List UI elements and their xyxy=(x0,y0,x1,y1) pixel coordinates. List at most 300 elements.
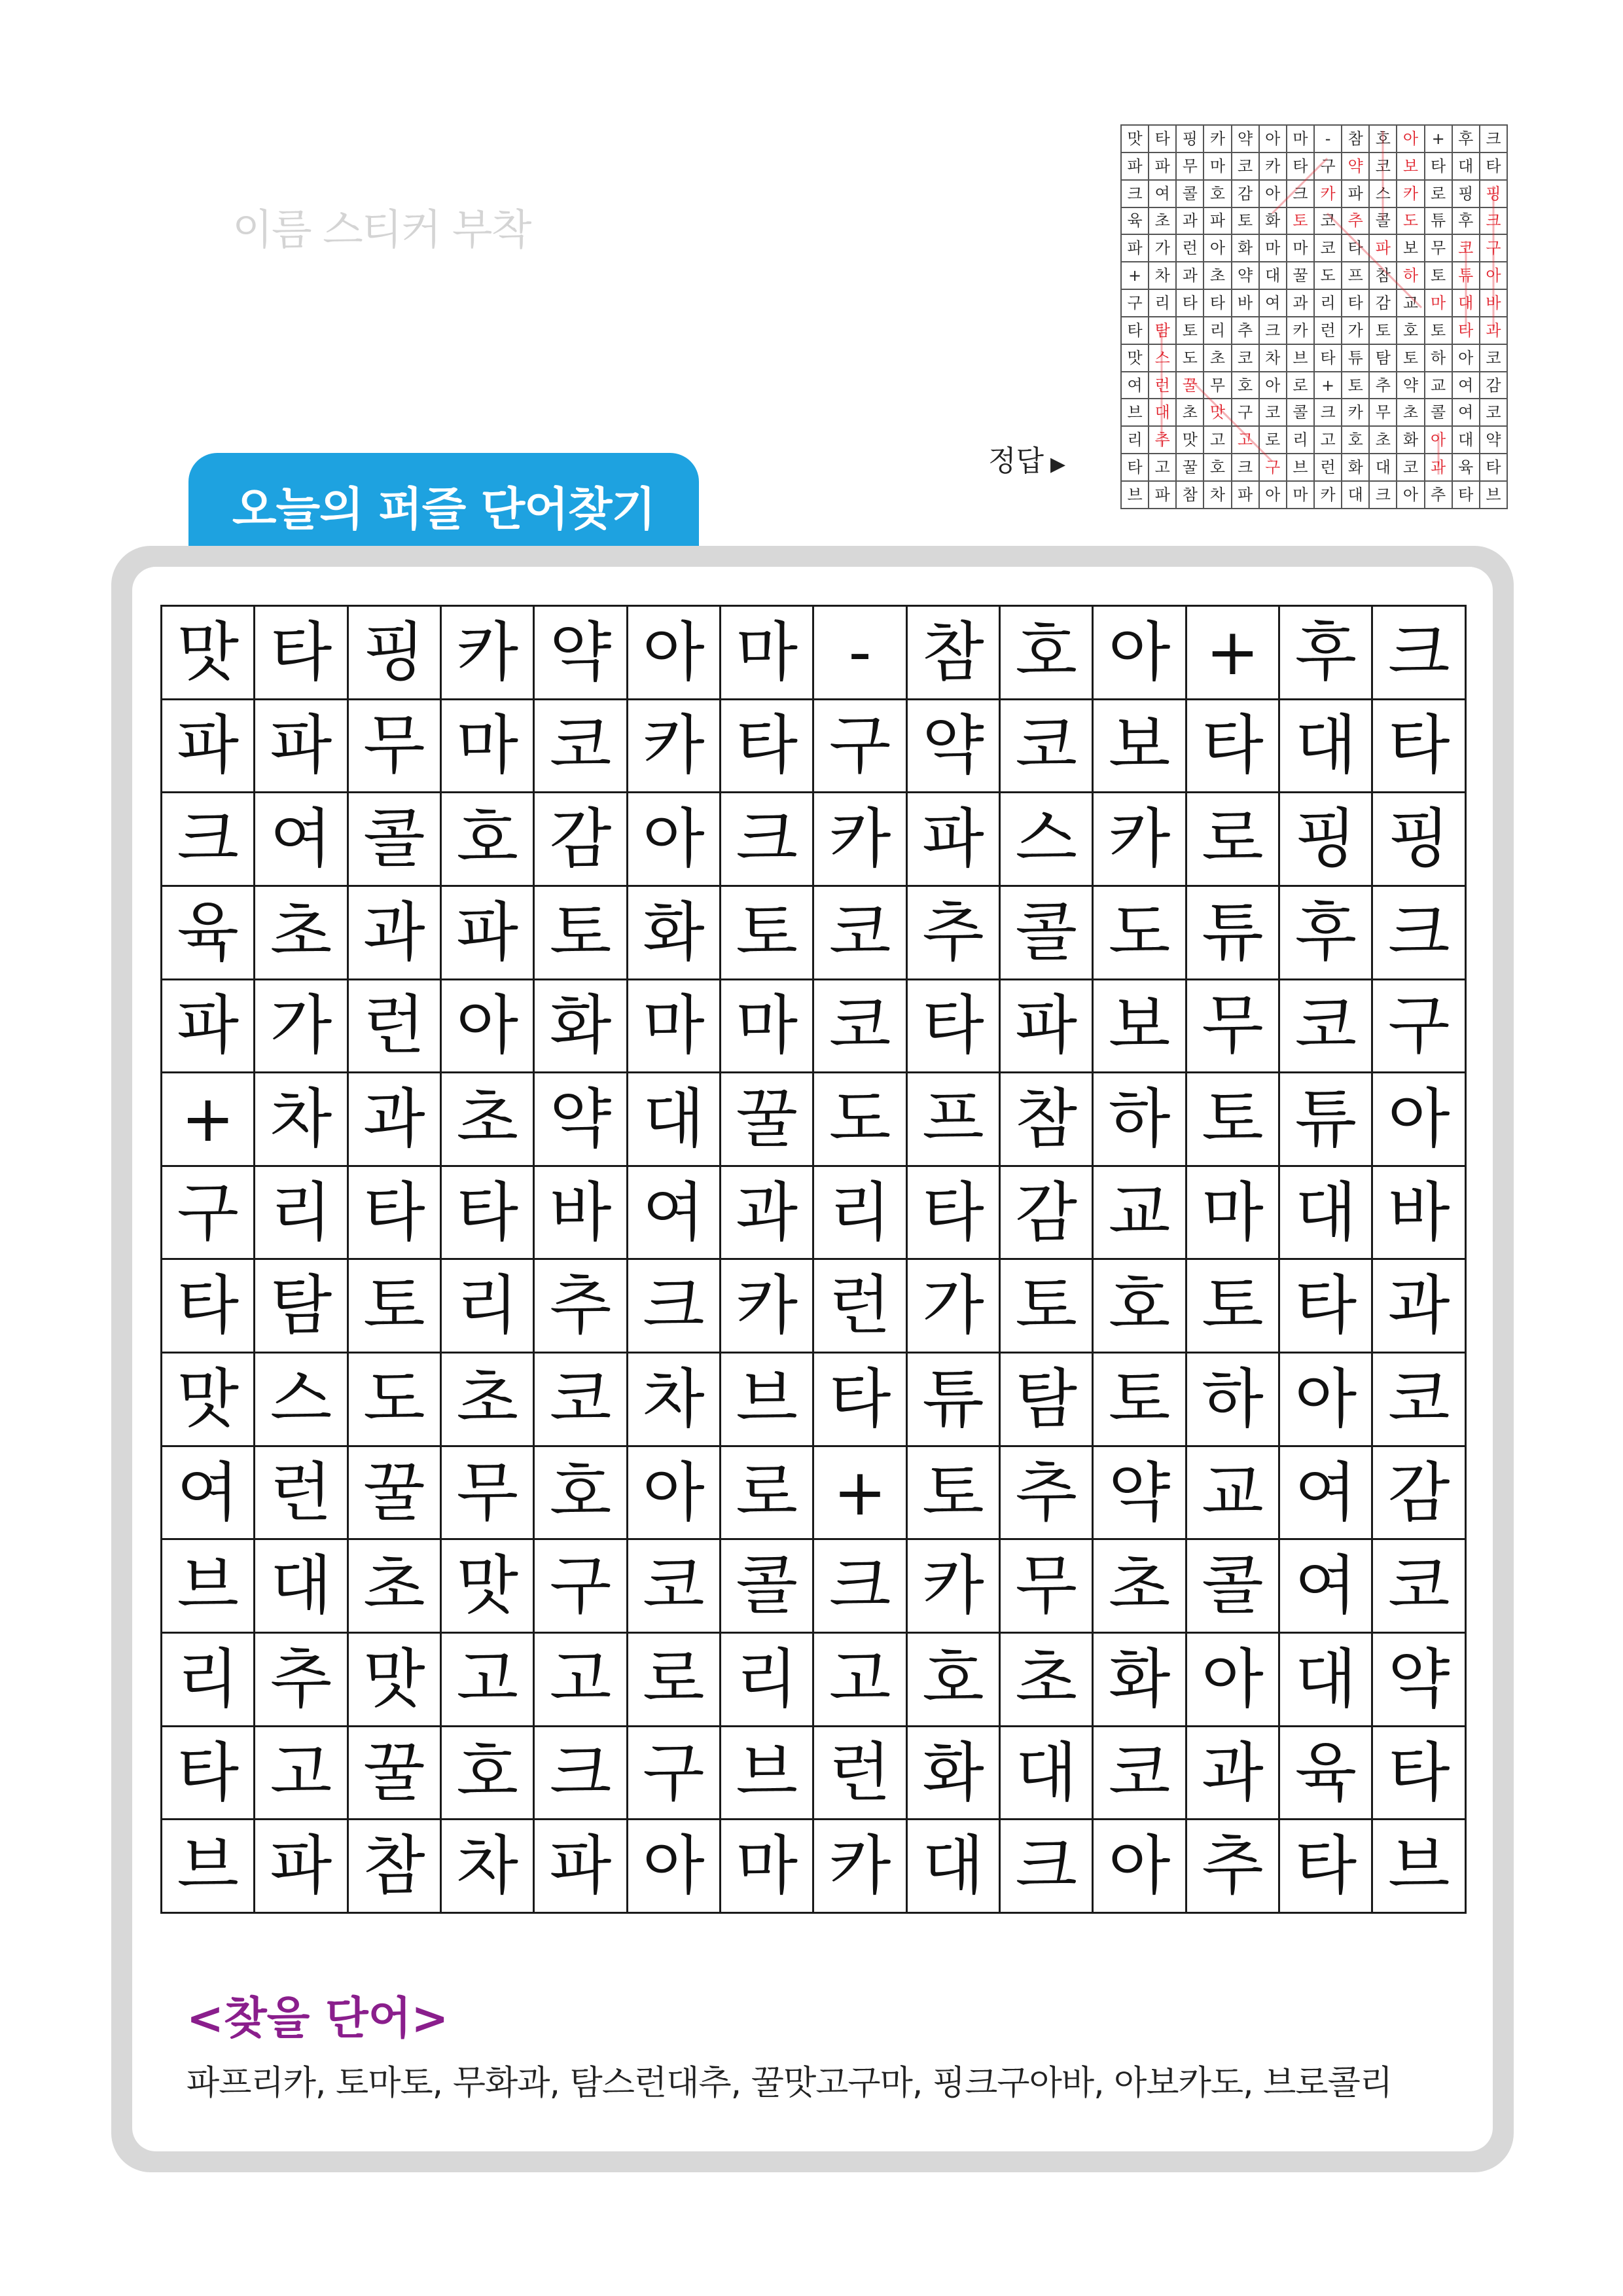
answer-grid-cell: 파 xyxy=(1232,481,1259,509)
answer-grid-cell: 크 xyxy=(1480,125,1507,152)
answer-grid-cell: 고 xyxy=(1232,426,1259,454)
grid-cell: 초 xyxy=(441,1353,534,1446)
answer-grid-cell: 탐 xyxy=(1149,317,1176,344)
answer-grid-cell: 탐 xyxy=(1369,344,1397,372)
answer-grid-cell: 여 xyxy=(1259,289,1287,317)
grid-cell: + xyxy=(162,1073,255,1166)
grid-cell: 코 xyxy=(1093,1726,1186,1820)
grid-cell: 과 xyxy=(348,886,440,979)
answer-grid-cell: 코 xyxy=(1452,234,1480,262)
answer-grid-cell: 런 xyxy=(1149,372,1176,399)
grid-cell: 브 xyxy=(162,1539,255,1633)
answer-grid-cell: 파 xyxy=(1342,180,1369,207)
answer-grid-cell: 크 xyxy=(1232,454,1259,481)
grid-cell: 마 xyxy=(721,606,813,700)
grid-cell: 크 xyxy=(1000,1820,1093,1913)
answer-grid-cell: 아 xyxy=(1397,125,1424,152)
grid-cell: 약 xyxy=(534,606,627,700)
answer-grid-cell: 토 xyxy=(1425,262,1452,289)
grid-cell: 도 xyxy=(348,1353,440,1446)
answer-grid-cell: 바 xyxy=(1232,289,1259,317)
answer-grid-cell: 콜 xyxy=(1176,180,1204,207)
answer-grid-cell: 튜 xyxy=(1452,262,1480,289)
grid-cell: 도 xyxy=(813,1073,906,1166)
grid-cell: 타 xyxy=(348,1166,440,1259)
grid-cell: 핑 xyxy=(1279,793,1372,886)
grid-row xyxy=(162,1446,1466,1539)
grid-cell: 로 xyxy=(1186,793,1279,886)
grid-cell: 코 xyxy=(1372,1353,1466,1446)
grid-cell: 가 xyxy=(906,1259,999,1353)
grid-cell: 화 xyxy=(627,886,720,979)
answer-grid-cell: 호 xyxy=(1204,180,1231,207)
answer-grid-cell: 아 xyxy=(1259,180,1287,207)
grid-cell: 가 xyxy=(255,979,348,1073)
answer-grid-cell: 후 xyxy=(1452,207,1480,235)
grid-cell: 후 xyxy=(1279,886,1372,979)
answer-grid-cell: 타 xyxy=(1149,125,1176,152)
grid-cell: 대 xyxy=(1279,1633,1372,1727)
answer-grid-cell: 아 xyxy=(1259,372,1287,399)
answer-grid-cell: 호 xyxy=(1369,125,1397,152)
answer-grid-cell: 타 xyxy=(1121,317,1149,344)
answer-grid-cell: 육 xyxy=(1452,454,1480,481)
grid-cell: 감 xyxy=(1372,1446,1466,1539)
answer-grid-cell: 차 xyxy=(1149,262,1176,289)
answer-grid-row xyxy=(1121,454,1507,481)
grid-cell: 콜 xyxy=(721,1539,813,1633)
answer-grid-cell: 차 xyxy=(1259,344,1287,372)
grid-cell: 화 xyxy=(534,979,627,1073)
grid-cell: 런 xyxy=(348,979,440,1073)
answer-grid-row xyxy=(1121,180,1507,207)
grid-row xyxy=(162,699,1466,793)
grid-cell: 타 xyxy=(162,1259,255,1353)
grid-cell: 타 xyxy=(1372,699,1466,793)
grid-cell: 카 xyxy=(721,1259,813,1353)
grid-cell: 크 xyxy=(721,793,813,886)
grid-cell: 과 xyxy=(721,1166,813,1259)
answer-grid-cell: 크 xyxy=(1480,207,1507,235)
grid-cell: 보 xyxy=(1093,699,1186,793)
grid-cell: 아 xyxy=(627,1446,720,1539)
answer-grid-cell: 타 xyxy=(1287,152,1314,180)
answer-grid-cell: 런 xyxy=(1314,317,1342,344)
grid-cell: 토 xyxy=(348,1259,440,1353)
answer-grid-cell: 약 xyxy=(1232,125,1259,152)
answer-grid-cell: 타 xyxy=(1121,454,1149,481)
answer-grid-cell: 감 xyxy=(1369,289,1397,317)
grid-cell: 후 xyxy=(1279,606,1372,700)
answer-grid-cell: 호 xyxy=(1232,372,1259,399)
grid-cell: 구 xyxy=(1372,979,1466,1073)
answer-grid-cell: 타 xyxy=(1425,152,1452,180)
grid-cell: 타 xyxy=(813,1353,906,1446)
grid-cell: 추 xyxy=(534,1259,627,1353)
answer-grid-cell: 아 xyxy=(1259,125,1287,152)
word-search-grid xyxy=(160,605,1467,1914)
answer-grid-cell: 토 xyxy=(1425,317,1452,344)
answer-grid-cell: 구 xyxy=(1480,234,1507,262)
answer-grid-cell: 카 xyxy=(1259,152,1287,180)
grid-cell: 카 xyxy=(813,793,906,886)
grid-cell: 대 xyxy=(906,1820,999,1913)
answer-grid-cell: 아 xyxy=(1259,481,1287,509)
answer-grid-cell: 크 xyxy=(1121,180,1149,207)
grid-cell: 파 xyxy=(162,979,255,1073)
grid-cell: 콜 xyxy=(1186,1539,1279,1633)
answer-grid-row xyxy=(1121,152,1507,180)
grid-cell: 과 xyxy=(348,1073,440,1166)
answer-grid-cell: 대 xyxy=(1259,262,1287,289)
grid-cell: + xyxy=(1186,606,1279,700)
answer-grid-cell: 맛 xyxy=(1121,125,1149,152)
grid-cell: 스 xyxy=(1000,793,1093,886)
grid-cell: 추 xyxy=(255,1633,348,1727)
grid-row xyxy=(162,1633,1466,1727)
grid-cell: 맛 xyxy=(441,1539,534,1633)
grid-cell: 리 xyxy=(441,1259,534,1353)
puzzle-title: 오늘의 퍼즐 단어찾기 xyxy=(232,482,656,536)
answer-grid-cell: 차 xyxy=(1204,481,1231,509)
answer-grid-row xyxy=(1121,372,1507,399)
answer-grid-cell: 마 xyxy=(1204,152,1231,180)
answer-grid-cell: 파 xyxy=(1149,481,1176,509)
answer-grid-cell: 리 xyxy=(1204,317,1231,344)
answer-grid-cell: 구 xyxy=(1232,399,1259,426)
grid-cell: 브 xyxy=(162,1820,255,1913)
grid-cell: 토 xyxy=(906,1446,999,1539)
grid-cell: 카 xyxy=(627,699,720,793)
grid-cell: 아 xyxy=(441,979,534,1073)
grid-row xyxy=(162,1726,1466,1820)
answer-grid-cell: 핑 xyxy=(1176,125,1204,152)
answer-grid-cell: - xyxy=(1314,125,1342,152)
answer-grid-cell: 마 xyxy=(1425,289,1452,317)
grid-cell: 로 xyxy=(627,1633,720,1727)
grid-cell: 과 xyxy=(1186,1726,1279,1820)
words-to-find-heading: <찾을 단어> xyxy=(187,1993,449,2045)
answer-grid-cell: 도 xyxy=(1314,262,1342,289)
grid-cell: 토 xyxy=(1186,1073,1279,1166)
grid-cell: 파 xyxy=(534,1820,627,1913)
grid-cell: 맛 xyxy=(162,1353,255,1446)
grid-cell: 크 xyxy=(162,793,255,886)
answer-grid-cell: 코 xyxy=(1314,234,1342,262)
grid-cell: 대 xyxy=(1279,699,1372,793)
answer-grid-cell: 타 xyxy=(1176,289,1204,317)
grid-cell: 아 xyxy=(627,1820,720,1913)
answer-grid-cell: 타 xyxy=(1342,289,1369,317)
answer-grid-cell: 초 xyxy=(1176,399,1204,426)
answer-grid-cell: 추 xyxy=(1149,426,1176,454)
grid-cell: 코 xyxy=(813,979,906,1073)
grid-cell: 여 xyxy=(1279,1446,1372,1539)
answer-grid-cell: 콜 xyxy=(1369,207,1397,235)
answer-grid-cell: 화 xyxy=(1259,207,1287,235)
grid-cell: 콜 xyxy=(1000,886,1093,979)
answer-grid-cell: 마 xyxy=(1287,481,1314,509)
grid-cell: 교 xyxy=(1186,1446,1279,1539)
grid-cell: 무 xyxy=(441,1446,534,1539)
grid-cell: 탐 xyxy=(255,1259,348,1353)
answer-grid-cell: 리 xyxy=(1121,426,1149,454)
answer-grid-cell: 코 xyxy=(1480,399,1507,426)
answer-grid-cell: 구 xyxy=(1121,289,1149,317)
grid-cell: 추 xyxy=(906,886,999,979)
answer-grid-cell: 대 xyxy=(1342,481,1369,509)
grid-cell: 호 xyxy=(906,1633,999,1727)
grid-cell: 튜 xyxy=(1279,1073,1372,1166)
answer-grid-cell: 코 xyxy=(1480,344,1507,372)
answer-grid-cell: 아 xyxy=(1204,234,1231,262)
play-arrow-icon: ▶ xyxy=(1050,453,1066,476)
grid-cell: 마 xyxy=(721,1820,813,1913)
answer-grid-row xyxy=(1121,344,1507,372)
answer-grid-cell: 핑 xyxy=(1452,180,1480,207)
answer-grid-cell: 타 xyxy=(1342,234,1369,262)
answer-grid-cell: 과 xyxy=(1176,207,1204,235)
answer-grid-cell: 마 xyxy=(1287,234,1314,262)
answer-grid-cell: 호 xyxy=(1204,454,1231,481)
answer-grid-cell: 무 xyxy=(1204,372,1231,399)
answer-grid-cell: 코 xyxy=(1259,399,1287,426)
answer-grid-cell: + xyxy=(1314,372,1342,399)
answer-grid-cell: 참 xyxy=(1369,262,1397,289)
grid-cell: 참 xyxy=(906,606,999,700)
answer-grid-cell: 타 xyxy=(1452,481,1480,509)
answer-grid-cell: 마 xyxy=(1287,125,1314,152)
answer-grid-cell: 런 xyxy=(1176,234,1204,262)
grid-cell: 토 xyxy=(1093,1353,1186,1446)
grid-cell: 육 xyxy=(162,886,255,979)
answer-grid-cell: 크 xyxy=(1287,180,1314,207)
answer-grid-row xyxy=(1121,125,1507,152)
answer-grid-row xyxy=(1121,207,1507,235)
grid-cell: 아 xyxy=(627,793,720,886)
grid-cell: 코 xyxy=(627,1539,720,1633)
answer-grid-cell: 타 xyxy=(1452,317,1480,344)
grid-cell: 파 xyxy=(255,699,348,793)
grid-cell: 런 xyxy=(255,1446,348,1539)
answer-grid-cell: 대 xyxy=(1452,426,1480,454)
name-sticker-label: 이름 스티커 부착 xyxy=(232,206,531,255)
answer-grid-cell: 과 xyxy=(1176,262,1204,289)
grid-cell: 코 xyxy=(534,1353,627,1446)
grid-cell: 초 xyxy=(255,886,348,979)
grid-cell: 맛 xyxy=(162,606,255,700)
answer-grid-cell: 과 xyxy=(1425,454,1452,481)
grid-cell: 참 xyxy=(348,1820,440,1913)
grid-cell: 크 xyxy=(534,1726,627,1820)
grid-cell: 무 xyxy=(348,699,440,793)
answer-grid-cell: 꿀 xyxy=(1287,262,1314,289)
grid-cell: 여 xyxy=(627,1166,720,1259)
answer-grid-cell: 여 xyxy=(1452,399,1480,426)
grid-row xyxy=(162,979,1466,1073)
answer-grid-cell: 타 xyxy=(1480,152,1507,180)
grid-row xyxy=(162,1259,1466,1353)
answer-grid-cell: 로 xyxy=(1259,426,1287,454)
answer-grid-cell: 토 xyxy=(1232,207,1259,235)
grid-cell: 크 xyxy=(627,1259,720,1353)
answer-grid-cell: 로 xyxy=(1287,372,1314,399)
answer-grid-cell: 추 xyxy=(1342,207,1369,235)
grid-cell: 추 xyxy=(1000,1446,1093,1539)
grid-cell: 도 xyxy=(1093,886,1186,979)
answer-grid-cell: 런 xyxy=(1314,454,1342,481)
answer-grid-cell: 리 xyxy=(1149,289,1176,317)
answer-grid-cell: 후 xyxy=(1452,125,1480,152)
answer-grid-cell: 아 xyxy=(1425,426,1452,454)
grid-cell: 리 xyxy=(162,1633,255,1727)
answer-grid-cell: 핑 xyxy=(1480,180,1507,207)
grid-cell: 타 xyxy=(721,699,813,793)
answer-grid-cell: 파 xyxy=(1149,152,1176,180)
answer-grid-cell: 초 xyxy=(1204,344,1231,372)
grid-cell: 핑 xyxy=(1372,793,1466,886)
answer-grid-cell: 보 xyxy=(1397,234,1424,262)
grid-cell: 바 xyxy=(1372,1166,1466,1259)
answer-grid-cell: 추 xyxy=(1232,317,1259,344)
grid-cell: 구 xyxy=(627,1726,720,1820)
answer-grid-cell: 코 xyxy=(1369,152,1397,180)
answer-grid-cell: 아 xyxy=(1452,344,1480,372)
grid-cell: 꿀 xyxy=(721,1073,813,1166)
grid-cell: 호 xyxy=(441,793,534,886)
answer-grid-cell: 아 xyxy=(1480,262,1507,289)
answer-grid-cell: 구 xyxy=(1314,152,1342,180)
grid-cell: 런 xyxy=(813,1259,906,1353)
grid-cell: 파 xyxy=(441,886,534,979)
answer-grid-cell: 리 xyxy=(1314,289,1342,317)
grid-cell: 리 xyxy=(255,1166,348,1259)
grid-row xyxy=(162,1353,1466,1446)
grid-cell: + xyxy=(813,1446,906,1539)
grid-cell: 하 xyxy=(1093,1073,1186,1166)
answer-grid-cell: 토 xyxy=(1176,317,1204,344)
grid-cell: - xyxy=(813,606,906,700)
grid-cell: 여 xyxy=(162,1446,255,1539)
answer-grid-row xyxy=(1121,317,1507,344)
answer-grid-cell: 과 xyxy=(1480,317,1507,344)
grid-cell: 차 xyxy=(627,1353,720,1446)
answer-grid-cell: 맛 xyxy=(1204,399,1231,426)
answer-grid-cell: 과 xyxy=(1287,289,1314,317)
answer-grid-cell: 여 xyxy=(1452,372,1480,399)
grid-cell: 고 xyxy=(441,1633,534,1727)
grid-cell: 초 xyxy=(1093,1539,1186,1633)
answer-grid-cell: 파 xyxy=(1204,207,1231,235)
answer-grid-cell: 로 xyxy=(1425,180,1452,207)
grid-cell: 대 xyxy=(1279,1166,1372,1259)
grid-cell: 초 xyxy=(441,1073,534,1166)
answer-grid-cell: 하 xyxy=(1425,344,1452,372)
answer-grid-cell: 고 xyxy=(1204,426,1231,454)
answer-grid-cell: 초 xyxy=(1149,207,1176,235)
answer-grid-cell: 카 xyxy=(1342,399,1369,426)
answer-grid-cell: 하 xyxy=(1397,262,1424,289)
grid-cell: 고 xyxy=(813,1633,906,1727)
grid-cell: 차 xyxy=(441,1820,534,1913)
grid-cell: 파 xyxy=(162,699,255,793)
grid-row xyxy=(162,886,1466,979)
answer-grid-cell: 대 xyxy=(1149,399,1176,426)
grid-cell: 타 xyxy=(1186,699,1279,793)
grid-cell: 타 xyxy=(1279,1820,1372,1913)
answer-grid-cell: 대 xyxy=(1369,454,1397,481)
grid-cell: 초 xyxy=(348,1539,440,1633)
answer-grid-cell: 약 xyxy=(1397,372,1424,399)
grid-cell: 아 xyxy=(1186,1633,1279,1727)
grid-cell: 코 xyxy=(813,886,906,979)
grid-cell: 무 xyxy=(1000,1539,1093,1633)
answer-grid-row xyxy=(1121,262,1507,289)
grid-cell: 브 xyxy=(721,1726,813,1820)
grid-cell: 탐 xyxy=(1000,1353,1093,1446)
answer-grid-cell: 호 xyxy=(1342,426,1369,454)
grid-cell: 코 xyxy=(1000,699,1093,793)
answer-grid-cell: 참 xyxy=(1342,125,1369,152)
grid-cell: 아 xyxy=(1093,1820,1186,1913)
answer-grid-cell: 브 xyxy=(1287,454,1314,481)
answer-grid-cell: 육 xyxy=(1121,207,1149,235)
answer-grid-cell: 무 xyxy=(1425,234,1452,262)
answer-grid-cell: 바 xyxy=(1480,289,1507,317)
answer-grid-cell: 무 xyxy=(1176,152,1204,180)
grid-cell: 화 xyxy=(1093,1633,1186,1727)
answer-key-grid xyxy=(1120,124,1508,509)
answer-grid-cell: 카 xyxy=(1397,180,1424,207)
grid-cell: 토 xyxy=(721,886,813,979)
grid-cell: 여 xyxy=(255,793,348,886)
grid-cell: 파 xyxy=(1000,979,1093,1073)
grid-cell: 튜 xyxy=(1186,886,1279,979)
answer-grid-cell: 튜 xyxy=(1425,207,1452,235)
answer-grid-cell: 고 xyxy=(1314,426,1342,454)
answer-grid-cell: 프 xyxy=(1342,262,1369,289)
grid-cell: 파 xyxy=(255,1820,348,1913)
answer-grid-cell: 도 xyxy=(1176,344,1204,372)
words-to-find-list: 파프리카, 토마토, 무화과, 탐스런대추, 꿀맛고구마, 핑크구아바, 아보카도, 브로콜리 xyxy=(187,2064,1393,2103)
grid-cell: 타 xyxy=(255,606,348,700)
grid-cell: 구 xyxy=(813,699,906,793)
grid-cell: 과 xyxy=(1372,1259,1466,1353)
answer-grid-cell: 도 xyxy=(1397,207,1424,235)
answer-grid-cell: 타 xyxy=(1480,454,1507,481)
grid-cell: 토 xyxy=(1000,1259,1093,1353)
grid-cell: 바 xyxy=(534,1166,627,1259)
grid-cell: 구 xyxy=(534,1539,627,1633)
answer-grid-cell: 튜 xyxy=(1342,344,1369,372)
grid-cell: 마 xyxy=(1186,1166,1279,1259)
answer-grid-cell: 브 xyxy=(1121,399,1149,426)
grid-cell: 아 xyxy=(627,606,720,700)
grid-cell: 약 xyxy=(1093,1446,1186,1539)
answer-grid-cell: 코 xyxy=(1314,207,1342,235)
answer-grid-cell: 가 xyxy=(1149,234,1176,262)
answer-grid-cell: 대 xyxy=(1452,152,1480,180)
grid-cell: 아 xyxy=(1279,1353,1372,1446)
grid-cell: 참 xyxy=(1000,1073,1093,1166)
grid-cell: 브 xyxy=(721,1353,813,1446)
answer-grid-cell: 화 xyxy=(1342,454,1369,481)
answer-grid-cell: 호 xyxy=(1397,317,1424,344)
answer-grid-cell: 카 xyxy=(1204,125,1231,152)
grid-cell: 카 xyxy=(813,1820,906,1913)
answer-label xyxy=(988,437,1065,479)
grid-row xyxy=(162,606,1466,700)
